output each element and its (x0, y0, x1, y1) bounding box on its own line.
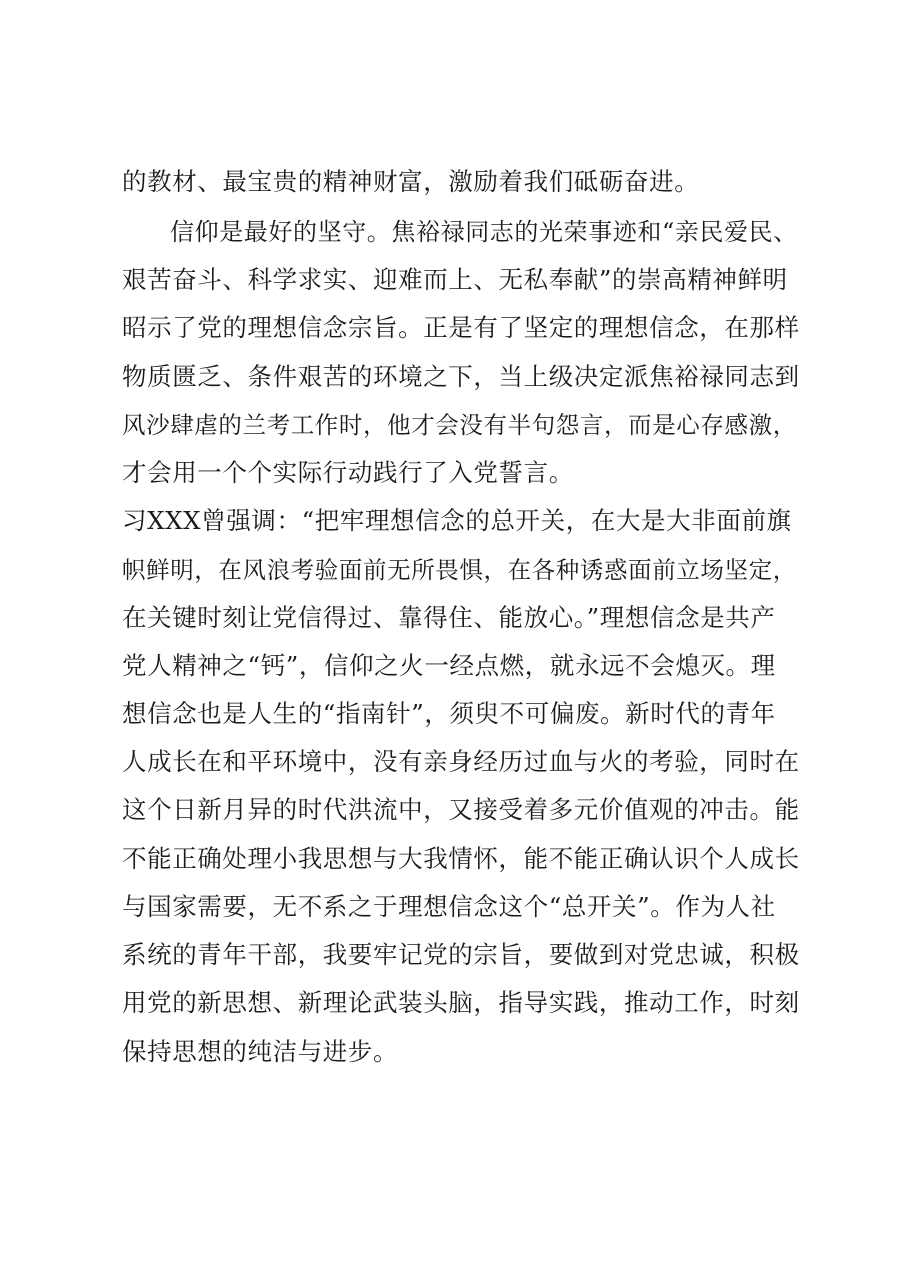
text-line-12: 想信念也是人生的“指南针”，须臾不可偏废。新时代的青年 (122, 699, 776, 728)
text-line-19: 保持思想的纯洁与进步。 (122, 1037, 399, 1066)
text-line-17: 系统的青年干部，我要牢记党的宗旨，要做到对党忠诚，积极 (122, 940, 800, 969)
text-line-4: 昭示了党的理想信念宗旨。正是有了坚定的理想信念，在那样 (122, 313, 800, 342)
text-line-5: 物质匮乏、条件艰苦的环境之下，当上级决定派焦裕禄同志到 (122, 362, 800, 391)
text-line-7: 才会用一个个实际行动践行了入党誓言。 (122, 458, 574, 487)
text-line-16: 与国家需要，无不系之于理想信念这个“总开关”。作为人社 (122, 892, 776, 921)
text-line-3: 艰苦奋斗、科学求实、迎难而上、无私奉献”的崇高精神鲜明 (122, 265, 788, 294)
text-line-18: 用党的新思想、新理论武装头脑，指导实践，推动工作，时刻 (122, 988, 800, 1017)
paragraph-start-line: 信仰是最好的坚守。焦裕禄同志的光荣事迹和“亲民爱民、 (170, 218, 798, 246)
quote-paragraph-start-line: 习XXX曾强调：“把牢理想信念的总开关，在大是大非面前旗 (122, 506, 792, 535)
text-line-11: 党人精神之“钙”，信仰之火一经点燃，就永远不会熄灭。理 (122, 651, 776, 680)
text-line-1: 的教材、最宝贵的精神财富，激励着我们砥砺奋进。 (122, 167, 700, 196)
text-line-14: 这个日新月异的时代洪流中，又接受着多元价值观的冲击。能 (122, 795, 800, 824)
text-line-15: 不能正确处理小我思想与大我情怀，能不能正确认识个人成长 (122, 844, 800, 873)
text-line-13: 人成长在和平环境中，没有亲身经历过血与火的考验，同时在 (122, 747, 800, 776)
text-line-9: 帜鲜明，在风浪考验面前无所畏惧，在各种诱惑面前立场坚定， (122, 556, 797, 584)
text-line-6: 风沙肆虐的兰考工作时，他才会没有半句怨言，而是心存感激， (122, 411, 797, 439)
text-line-10: 在关键时刻让党信得过、靠得住、能放心。”理想信念是共产 (122, 603, 776, 632)
